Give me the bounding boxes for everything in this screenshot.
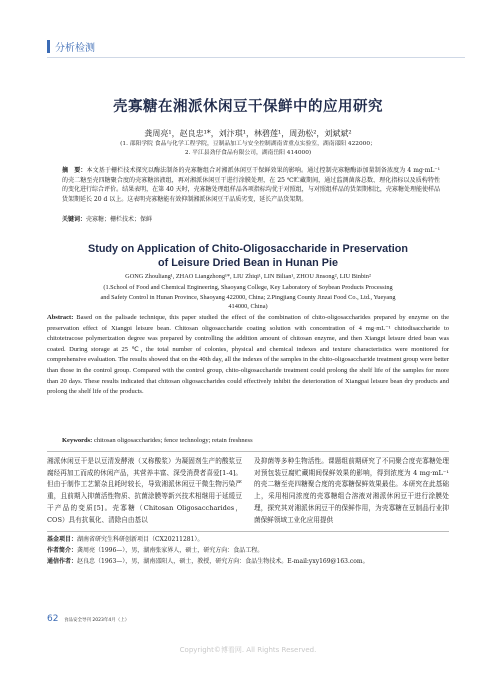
english-abstract-label: Abstract: xyxy=(47,314,74,321)
chinese-abstract-label: 摘 要： xyxy=(62,167,87,174)
chinese-affiliation-1: (1. 邵阳学院 食品与化学工程学院，豆制品加工与安全控制湖南省重点实验室，湖南邵阳 422000； xyxy=(120,141,376,147)
english-affiliation xyxy=(44,283,452,312)
chinese-abstract-text: 本文基于栅栏技术探究以酶法制备的壳寡糖组合对湘派休闲豆干保鲜效果的影响。通过控制壳寡糖酶添加量制备浓度为 4 mg·mL⁻¹ 的壳二糖至壳四糖聚合度的壳寡糖溶液组，再对湘派休闲豆干进行涂膜处理，在 25 ℃贮藏期间，通过监测菌落总数、理化指标以及质构特性的变化进行综合评价。结果表明，在第 40 天时，壳寡糖处理组样品各项指标均优于对照组，与对照组样品的货架期相比，壳寡糖处理能使样品货架期延长 20 d 以上。这表明壳寡糖能有效抑制湘派休闲豆干品质劣变，延长产品货架期。 xyxy=(62,167,440,203)
footnote-corresponding-label: 通信作者： xyxy=(47,558,78,565)
footnote-corresponding xyxy=(47,557,449,567)
english-title-line-1: Study on Application of Chito-Oligosaccharide in Preservation xyxy=(88,243,408,255)
footnote-fund-label: 基金项目： xyxy=(47,536,78,543)
chinese-keywords-text: 壳寡糖；栅栏技术；保鲜 xyxy=(86,216,153,223)
body-column-left: 湘派休闲豆干是以豆清发酵液（又称酸浆）为凝固剂生产的酸浆豆腐经再加工而成的休闲产品，其营养丰富、深受消费者喜爱[1-4]。但由于制作工艺繁杂且耗时较长，导致湘派休闲豆干微生物污染严重，且前期入抑菌活性物质、抗菌涂膜等新兴技术相继用于延缓豆干产品的变质[5]。壳寡糖（Chitosan Oligosaccharides，COS）具有抗氧化、清除自由基以 xyxy=(47,457,242,524)
english-authors: GONG Zhouliang¹, ZHAO Liangzhong¹*, LIU Zhiqi¹, LIN Bilian¹, ZHOU Jinsong², LIU Binbin² xyxy=(125,273,371,280)
footnote-author-label: 作者简介： xyxy=(47,547,78,554)
footnote-fund xyxy=(47,535,449,545)
section-label: 分析检测 xyxy=(55,43,95,54)
english-keywords-label: Keywords: xyxy=(62,437,93,444)
footnote-rule xyxy=(47,531,449,532)
english-abstract-text: Based on the palisade technique, this paper studied the effect of the combination of chito-oligosaccharides prepared by enzyme on the preservation effect of Xiangpi leisure bean. Chitosan oligosaccharide coating solution with concentration of 4 mg·mL⁻¹ chitodisaccharide to chitotetracose polymerization degree was prepared by controlling the addition amount of chitosan enzyme, and then Xiangpi leisure dried bean was coated. During storage at 25 ℃, the total number of colonies, physical and chemical indexes and texture characteristics were monitored for comprehensive evaluation. The results showed that on the 40th day, all the indexes of the samples in the chito-oligosaccharide treatment group were better than those in the control group. Compared with the control group, chito-oligosaccharide treatment could prolong the shelf life of the samples for more than 20 days. These results indicated that chitosan oligosaccharides could effectively inhibit the deterioration of Xiangpai leisure bean dry products and prolong the shelf life of the products. xyxy=(47,314,450,396)
chinese-affiliation-2: 2. 平江县劲仔食品有限公司，湖南岳阳 414000) xyxy=(184,150,312,156)
footnote-fund-text: 湖南省研究生科研创新项目（CX20211281）。 xyxy=(77,536,204,543)
english-title xyxy=(30,242,466,270)
body-separator xyxy=(47,451,449,452)
english-title-line-2: of Leisure Dried Bean in Hunan Pie xyxy=(158,257,338,269)
english-affiliation-3: 414000, China) xyxy=(228,303,268,310)
chinese-title: 壳寡糖在湘派休闲豆干保鲜中的应用研究 xyxy=(113,99,383,115)
footnote-author xyxy=(47,546,449,556)
english-keywords-text: chitosan oligosaccharides; fence technology; retain freshness xyxy=(93,437,253,444)
chinese-keywords-label: 关键词： xyxy=(62,216,87,223)
page-number: 62 xyxy=(47,614,59,624)
journal-name: 食品安全导刊 2023年4月（上） xyxy=(64,618,130,623)
chinese-authors: 龚周亮¹，赵良忠¹*，刘汴琪¹，林碧莲¹，周劲松²，刘斌斌² xyxy=(144,129,352,138)
english-affiliation-1: (1.School of Food and Chemical Engineering, Shaoyang College, Key Laboratory of Soybean Products Processing xyxy=(103,284,393,291)
chinese-abstract xyxy=(62,166,440,204)
header-rule xyxy=(47,57,465,58)
section-marker xyxy=(47,40,50,53)
english-affiliation-2: and Safety Control in Hunan Province, Shaoyang 422000, China; 2.Pingjiang County Jinzai Food Co., Ltd., Yueyang xyxy=(100,293,396,301)
chinese-affiliation xyxy=(60,140,436,158)
footnote-author-text: 龚周亮（1996—），男，湖南张家界人，硕士，研究方向：食品工程。 xyxy=(77,547,264,554)
english-keywords xyxy=(62,437,452,444)
chinese-keywords xyxy=(62,214,440,223)
body-column-right: 及抑菌等多种生物活性。课题组前期研究了不同聚合度壳寡糖处理对预包装豆腐贮藏期间保鲜效果的影响，得到浓度为 4 mg·mL⁻¹ 的壳二糖至壳四糖聚合度的壳寡糖保鲜效果最佳。本研究在此基础上，采用相同浓度的壳寡糖组合溶液对湘派休闲豆干进行涂膜处理，探究其对湘派休闲豆干的保鲜作用，为壳寡糖在豆制品行业抑菌保鲜领域工业化应用提供 xyxy=(254,457,449,524)
english-abstract xyxy=(47,313,449,398)
footnote-corresponding-text: 赵良忠（1963—），男，湖南邵阳人，硕士，教授，研究方向：食品生物技术。E-mail:yxy169@163.com。 xyxy=(77,558,369,565)
copyright-watermark: Copyright©博看网. All Rights Reserved. xyxy=(179,646,317,654)
